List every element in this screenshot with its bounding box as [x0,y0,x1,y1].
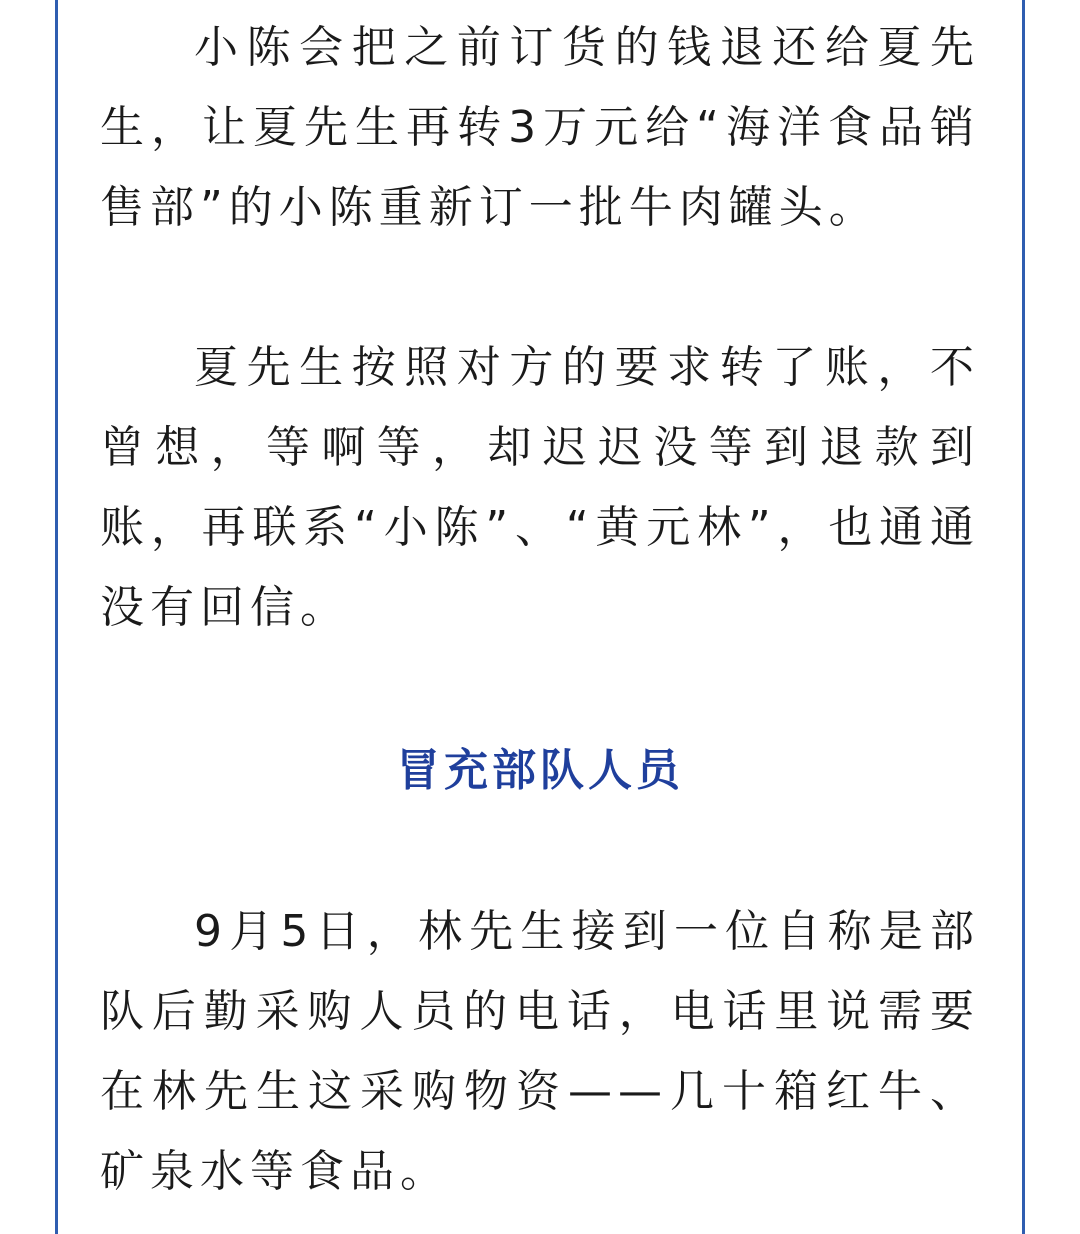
paragraph-no-reply: 夏先生按照对方的要求转了账，不曾想，等啊等，却迟迟没等到退款到账，再联系“小陈”、“黄元林”，也通通没有回信。 [100,342,980,633]
paragraph-refund-request: 小陈会把之前订货的钱退还给夏先生，让夏先生再转3万元给“海洋食品销售部”的小陈重新订一批牛肉罐头。 [100,22,980,233]
left-border-line [55,0,58,1234]
section-heading: 冒充部队人员 [396,745,684,796]
paragraph-military-purchase: 9月5日，林先生接到一位自称是部队后勤采购人员的电话，电话里说需要在林先生这采购物资——几十箱红牛、矿泉水等食品。 [100,906,980,1197]
right-border-line [1022,0,1025,1234]
